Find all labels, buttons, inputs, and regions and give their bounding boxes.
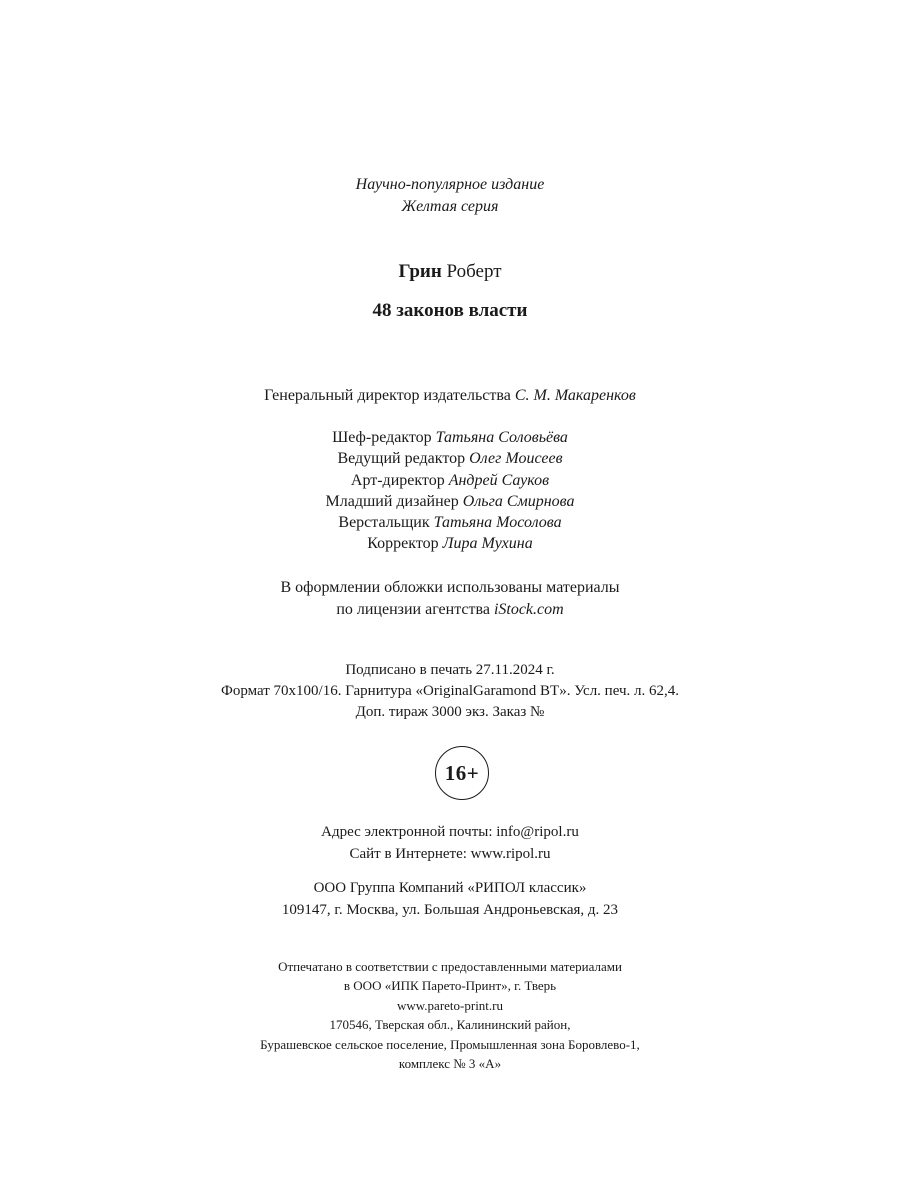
staff-item	[0, 491, 900, 512]
director-role: Генеральный директор издательства	[264, 387, 511, 404]
staff-item	[0, 470, 900, 491]
book-title: 48 законов власти	[372, 300, 528, 321]
email-line: Адрес электронной почты: info@ripol.ru	[321, 824, 579, 840]
director-name: С. М. Макаренков	[514, 387, 636, 404]
staff-role: Корректор	[367, 535, 439, 553]
printer-block	[0, 957, 900, 1073]
publisher-name: ООО Группа Компаний «РИПОЛ классик»	[313, 880, 587, 896]
staff-item	[0, 448, 900, 469]
contacts-block	[0, 822, 900, 865]
publisher-block	[0, 878, 900, 921]
website-line: Сайт в Интернете: www.ripol.ru	[349, 845, 551, 862]
author-first-name: Роберт	[446, 261, 502, 282]
staff-name: Татьяна Соловьёва	[435, 429, 568, 446]
publisher-address: 109147, г. Москва, ул. Большая Андроньевская, д. 23	[281, 901, 619, 918]
staff-item	[0, 533, 900, 554]
staff-item	[0, 427, 900, 448]
printer-line: Отпечатано в соответствии с предоставленными материалами	[278, 959, 622, 974]
printer-line: 170546, Тверская обл., Калининский район,	[329, 1017, 571, 1033]
staff-name: Олег Моисеев	[469, 450, 563, 468]
format-info: Формат 70x100/16. Гарнитура «OriginalGaramond BT». Усл. печ. л. 62,4.	[220, 683, 680, 699]
printer-line: Бурашевское сельское поселение, Промышленная зона Боровлево-1,	[260, 1036, 640, 1052]
genre-label: Научно-популярное издание	[355, 176, 545, 193]
agency-name: iStock.com	[493, 600, 564, 618]
cover-credit	[0, 577, 900, 620]
staff-name: Андрей Сауков	[448, 471, 550, 489]
staff-name: Ольга Смирнова	[462, 492, 575, 510]
series-name: Желтая серия	[401, 198, 499, 215]
print-run: Доп. тираж 3000 экз. Заказ №	[355, 704, 545, 720]
cover-credit-line2	[0, 599, 900, 621]
staff-role: Младший дизайнер	[325, 492, 459, 510]
staff-role: Шеф-редактор	[332, 429, 432, 446]
staff-name: Лира Мухина	[442, 535, 533, 553]
staff-list	[0, 427, 900, 555]
printer-line: www.pareto-print.ru	[396, 997, 503, 1013]
staff-role: Арт-директор	[350, 471, 445, 489]
printer-line: в ООО «ИПК Парето-Принт», г. Тверь	[343, 978, 557, 994]
author-last-name: Грин	[398, 261, 442, 282]
author-line	[0, 259, 900, 285]
cover-credit-line1: В оформлении обложки использованы материалы	[280, 579, 620, 596]
staff-role: Верстальщик	[338, 514, 430, 532]
staff-name: Татьяна Мосолова	[433, 514, 562, 532]
age-rating-badge: 16+	[435, 746, 489, 800]
staff-role: Ведущий редактор	[337, 450, 466, 468]
series-block	[0, 174, 900, 218]
staff-item	[0, 512, 900, 533]
cover-credit-prefix: по лицензии агентства	[336, 600, 490, 618]
director-line	[0, 385, 900, 407]
print-info	[0, 660, 900, 723]
printer-line: комплекс № 3 «А»	[398, 1056, 502, 1072]
signed-date: Подписано в печать 27.11.2024 г.	[345, 662, 555, 678]
